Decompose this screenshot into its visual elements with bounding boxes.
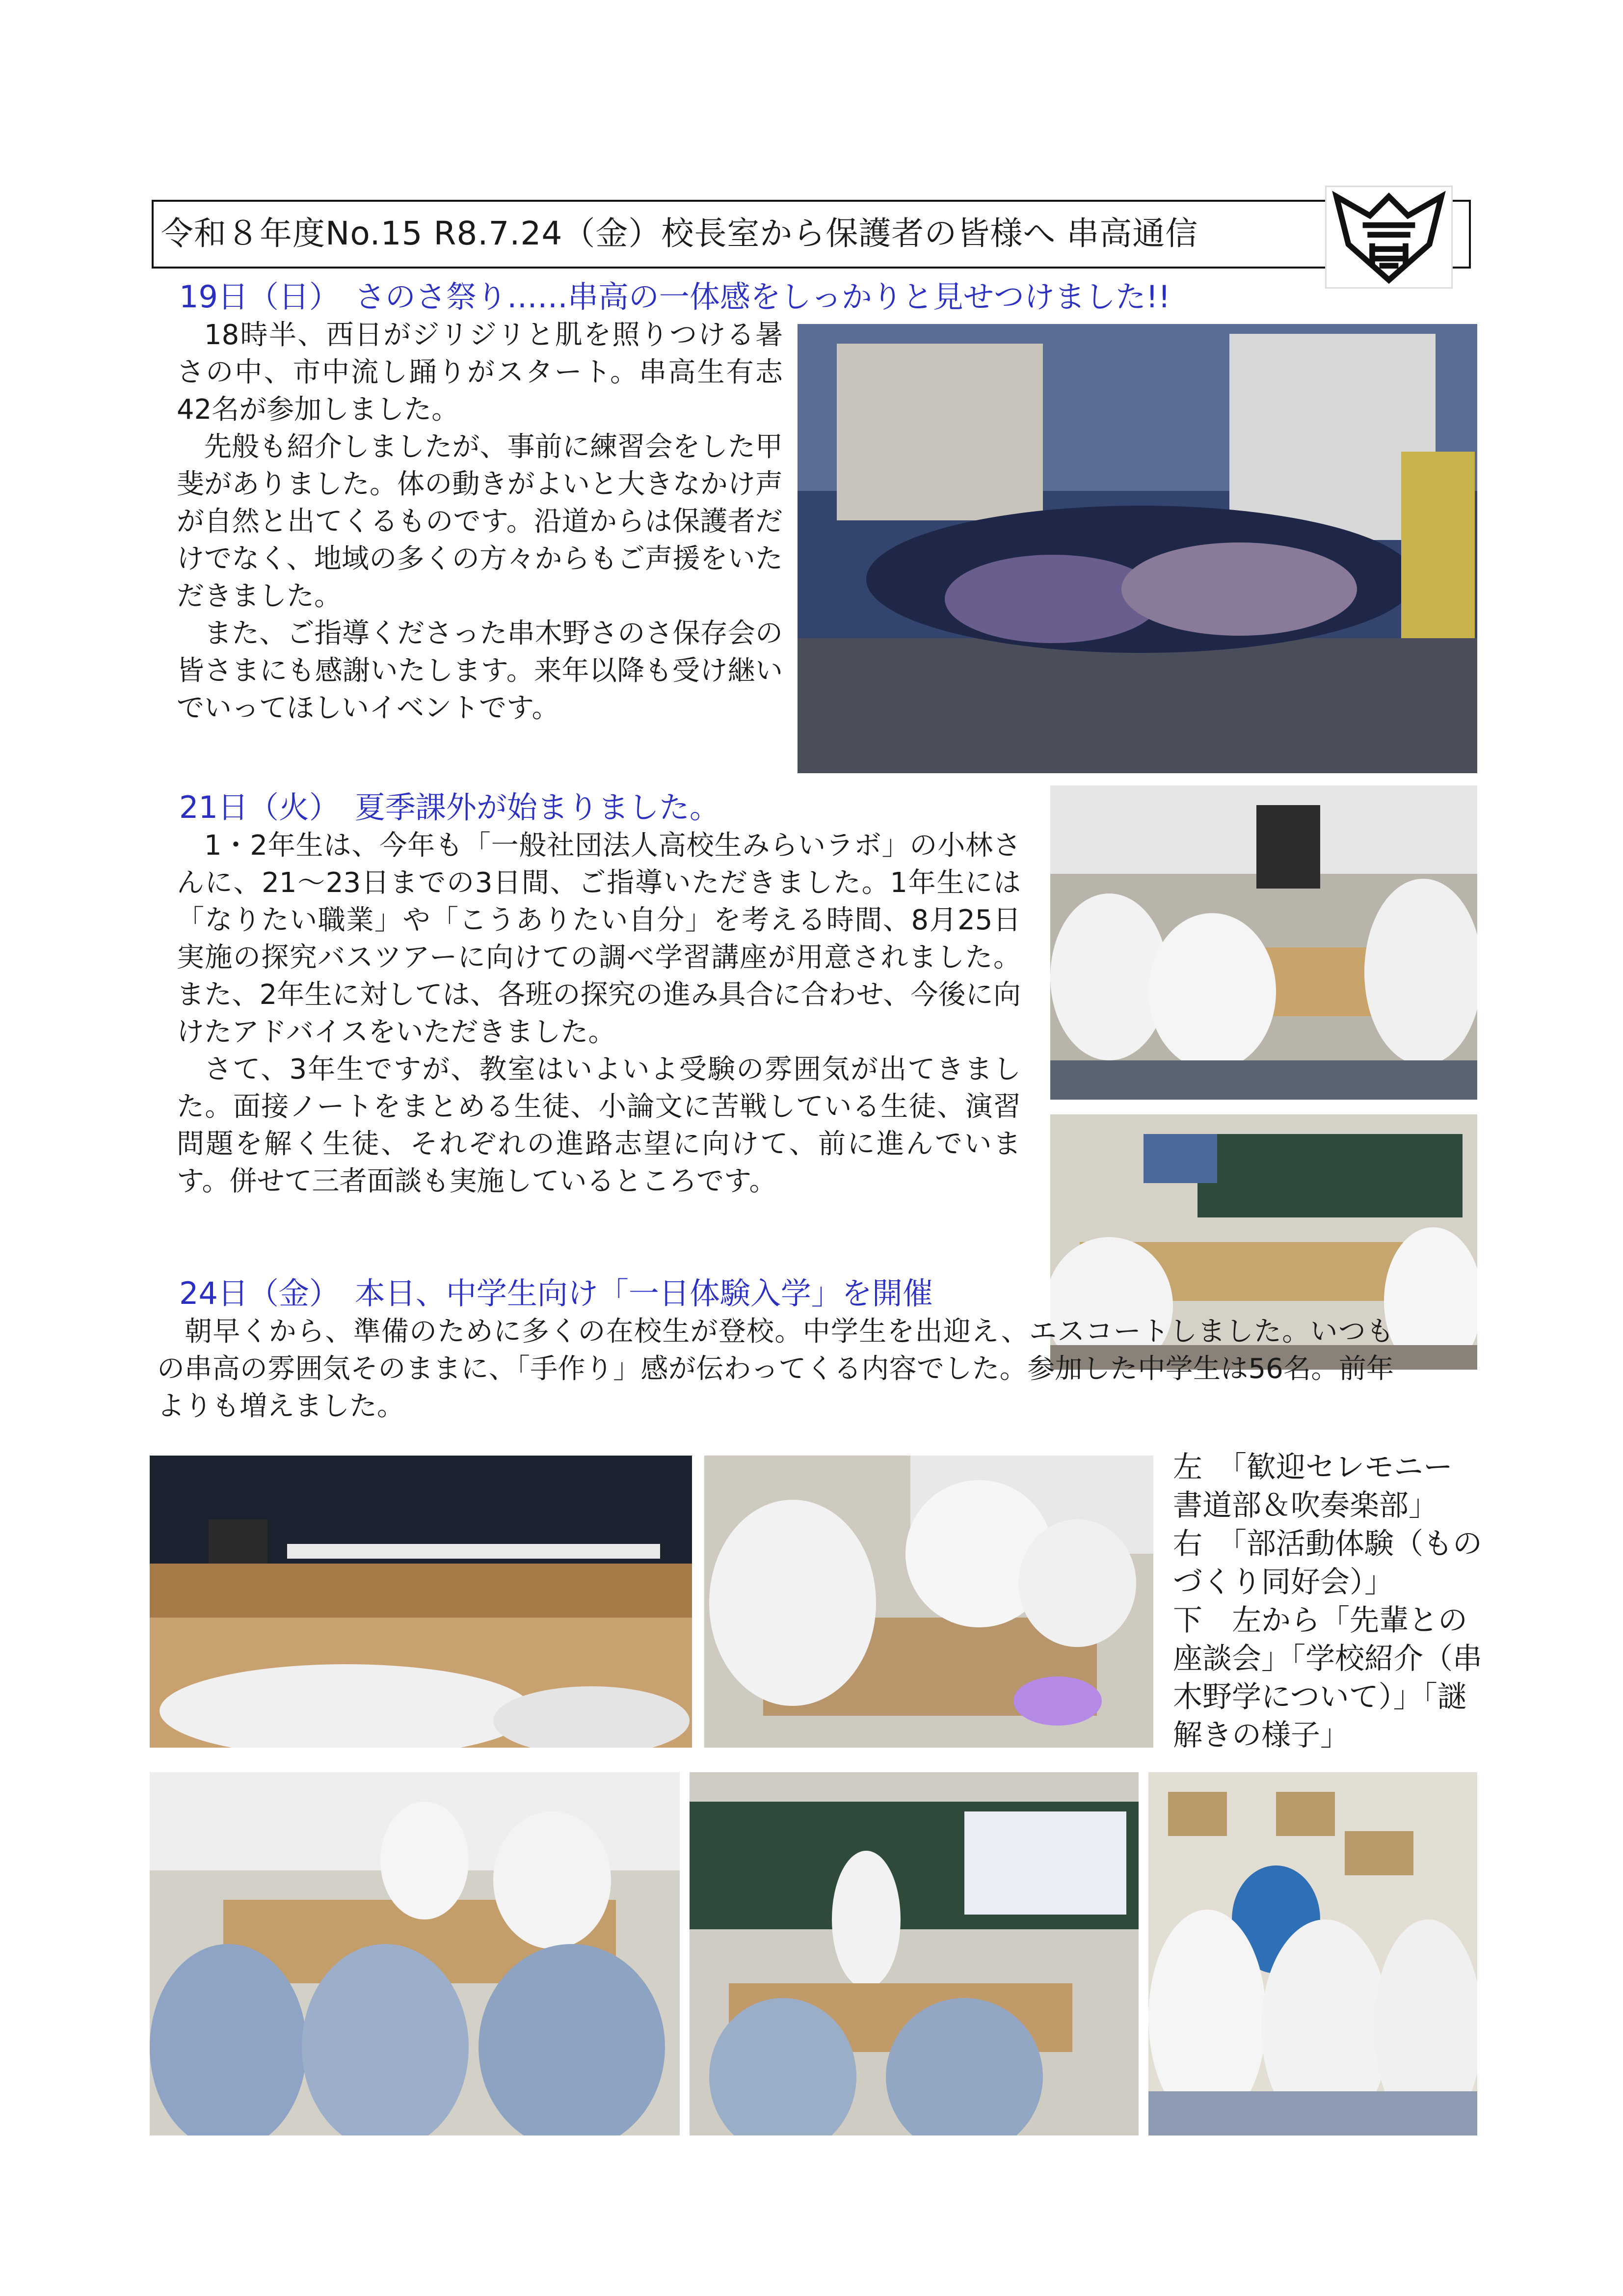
welcome-ceremony-photo [150, 1456, 692, 1748]
photo-caption [1173, 1448, 1487, 1755]
section-body-summer-class [177, 827, 1021, 1200]
festival-group-photo [798, 324, 1477, 773]
school-introduction-photo [690, 1772, 1139, 2135]
senior-seminar-photo [150, 1772, 680, 2135]
section-heading-summer-class: 21日（火） 夏季課外が始まりました。 [179, 789, 720, 825]
section-heading-open-campus: 24日（金） 本日、中学生向け「一日体験入学」を開催 [179, 1275, 933, 1311]
school-crest-icon [1325, 186, 1453, 289]
paragraph: 1・2年生は、今年も「一般社団法人高校生みらいラボ」の小林さんに、21～23日までの3日間、ご指導いただきました。1年生には「なりたい職業」や「こうありたい自分」を考える時間、8月25日実施の探究バスツアーに向けての調べ学習講座が用意されました。また、2年生に対しては、各班の探究の進み具合に合わせ、今後に向けたアドバイスをいただきました。 [177, 830, 1021, 1048]
caption-line: 下 左から「先輩との座談会」「学校紹介（串木野学について）」「謎解きの様子」 [1173, 1603, 1482, 1753]
paragraph: 先般も紹介しましたが、事前に練習会をした甲斐がありました。体の動きがよいと大きなかけ声が自然と出てくるものです。沿道からは保護者だけでなく、地域の多くの方々からもご声援をいただきました。 [177, 431, 783, 612]
club-experience-photo [704, 1456, 1153, 1748]
paragraph: また、ご指導くださった串木野さのさ保存会の皆さまにも感謝いたします。来年以降も受け継いでいってほしいイベントです。 [177, 618, 783, 724]
paragraph: 18時半、西日がジリジリと肌を照りつける暑さの中、市中流し踊りがスタート。串高生有志42名が参加しました。 [177, 319, 783, 426]
caption-line: 右 「部活動体験（ものづくり同好会）」 [1173, 1527, 1482, 1599]
section-body-sanosa [177, 317, 783, 727]
puzzle-solving-photo [1148, 1772, 1477, 2135]
section-body-open-campus [157, 1313, 1394, 1425]
paragraph: さて、3年生ですが、教室はいよいよ受験の雰囲気が出てきました。面接ノートをまとめる生徒、小論文に苦戦している生徒、演習問題を解く生徒、それぞれの進路志望に向けて、前に進んでいます。併せて三者面談も実施しているところです。 [177, 1053, 1021, 1197]
newsletter-title: 令和８年度No.15 R8.7.24（金）校長室から保護者の皆様へ 串高通信 [161, 215, 1198, 252]
section-heading-sanosa: 19日（日） さのさ祭り……串高の一体感をしっかりと見せつけました!! [179, 279, 1171, 315]
caption-line: 左 「歓迎セレモニー 書道部＆吹奏楽部」 [1173, 1450, 1482, 1523]
paragraph: 朝早くから、準備のために多くの在校生が登校。中学生を出迎え、エスコートしました。いつもの串高の雰囲気そのままに、「手作り」感が伝わってくる内容でした。参加した中学生は56名。前年よりも増えました。 [157, 1316, 1394, 1422]
classroom-lab-photo [1050, 785, 1477, 1100]
